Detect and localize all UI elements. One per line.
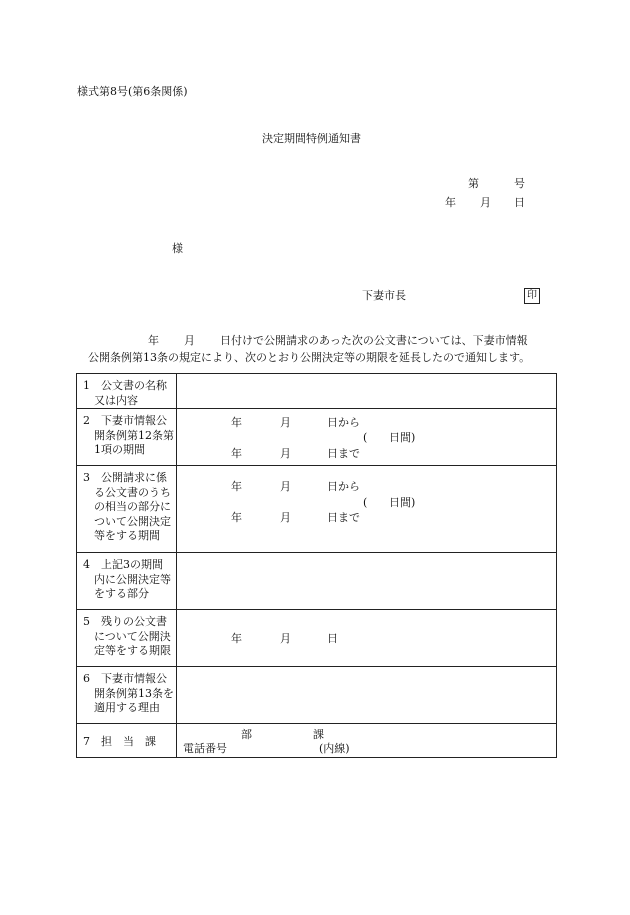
row7-naisen: (内線)	[319, 742, 350, 755]
row6-label-line2: 開条例第13条を	[83, 686, 174, 700]
row-remaining-deadline	[77, 610, 557, 667]
row2-period: 日間)	[389, 431, 416, 444]
date-year: 年	[445, 196, 456, 209]
row-contact	[77, 724, 557, 758]
row2-from-year: 年	[231, 416, 242, 429]
row4-content	[177, 553, 557, 610]
row6-content	[177, 667, 557, 724]
row1-content	[177, 374, 557, 409]
row3-to-day: 日まで	[327, 511, 360, 524]
row2-period-open: (	[363, 431, 368, 444]
row5-year: 年	[231, 632, 242, 645]
row2-label-line1: 2 下妻市情報公	[83, 414, 167, 427]
body-line1-month: 月	[184, 334, 195, 347]
row3-label-line4: ついて公開決定	[83, 514, 171, 528]
date-month: 月	[480, 196, 491, 209]
row-disclosed-portion	[77, 553, 557, 610]
form-number: 様式第8号(第6条関係)	[77, 85, 188, 98]
body-line2: 公開条例第13条の規定により、次のとおり公開決定等の期限を延長したので通知します。	[88, 351, 531, 364]
row5-label-line1: 5 残りの公文書	[83, 615, 167, 628]
row1-label-line1: 1 公文書の名称	[83, 379, 167, 392]
row3-label-line5: 等をする期間	[83, 529, 160, 542]
row6-label-line1: 6 下妻市情報公	[83, 672, 167, 685]
row7-tel: 電話番号	[183, 742, 227, 755]
row7-label: 7 担 当 課	[83, 735, 156, 748]
row7-bu: 部	[241, 728, 252, 741]
row2-from-month: 月	[280, 416, 291, 429]
row7-ka: 課	[313, 728, 324, 741]
row3-from-year: 年	[231, 480, 242, 493]
notice-table	[76, 373, 557, 758]
doc-number-dai: 第	[468, 177, 479, 190]
date-day: 日	[514, 196, 525, 209]
row2-label-line2: 開条例第12条第	[83, 428, 174, 442]
row3-to-month: 月	[280, 511, 291, 524]
row4-label-line2: 内に公開決定等	[83, 572, 171, 586]
row-document-name	[77, 374, 557, 409]
row5-day: 日	[327, 632, 338, 645]
row5-month: 月	[280, 632, 291, 645]
seal-mark: 印	[524, 288, 540, 304]
doc-number-go: 号	[514, 177, 525, 190]
row4-label-line3: をする部分	[83, 587, 149, 600]
issuer: 下妻市長	[362, 289, 406, 302]
row4-label-line1: 4 上記3の期間	[83, 558, 163, 571]
addressee-suffix: 様	[172, 242, 183, 255]
page-title: 決定期間特例通知書	[262, 132, 361, 145]
row2-from-day: 日から	[327, 416, 360, 429]
row3-label-line2: る公文書のうち	[83, 485, 171, 499]
row-reason	[77, 667, 557, 724]
row1-label-line2: 又は内容	[83, 393, 138, 407]
body-line1-year: 年	[148, 334, 159, 347]
row3-label-line1: 3 公開請求に係	[83, 471, 167, 484]
row6-label-line3: 適用する理由	[83, 701, 160, 714]
row2-to-year: 年	[231, 447, 242, 460]
row5-label-line2: について公開決	[83, 629, 171, 643]
row-disclosure-period	[77, 466, 557, 553]
row2-label-line3: 1項の期間	[83, 443, 145, 456]
row2-to-day: 日まで	[327, 447, 360, 460]
row3-from-day: 日から	[327, 480, 360, 493]
row3-from-month: 月	[280, 480, 291, 493]
row3-to-year: 年	[231, 511, 242, 524]
body-line1: 日付けで公開請求のあった次の公文書については、下妻市情報	[220, 334, 528, 347]
row-ordinance-12	[77, 409, 557, 466]
row3-label-line3: の相当の部分に	[83, 500, 171, 513]
row5-label-line3: 定等をする期限	[83, 644, 171, 657]
row3-period-open: (	[363, 496, 368, 509]
row2-to-month: 月	[280, 447, 291, 460]
row3-period: 日間)	[389, 496, 416, 509]
